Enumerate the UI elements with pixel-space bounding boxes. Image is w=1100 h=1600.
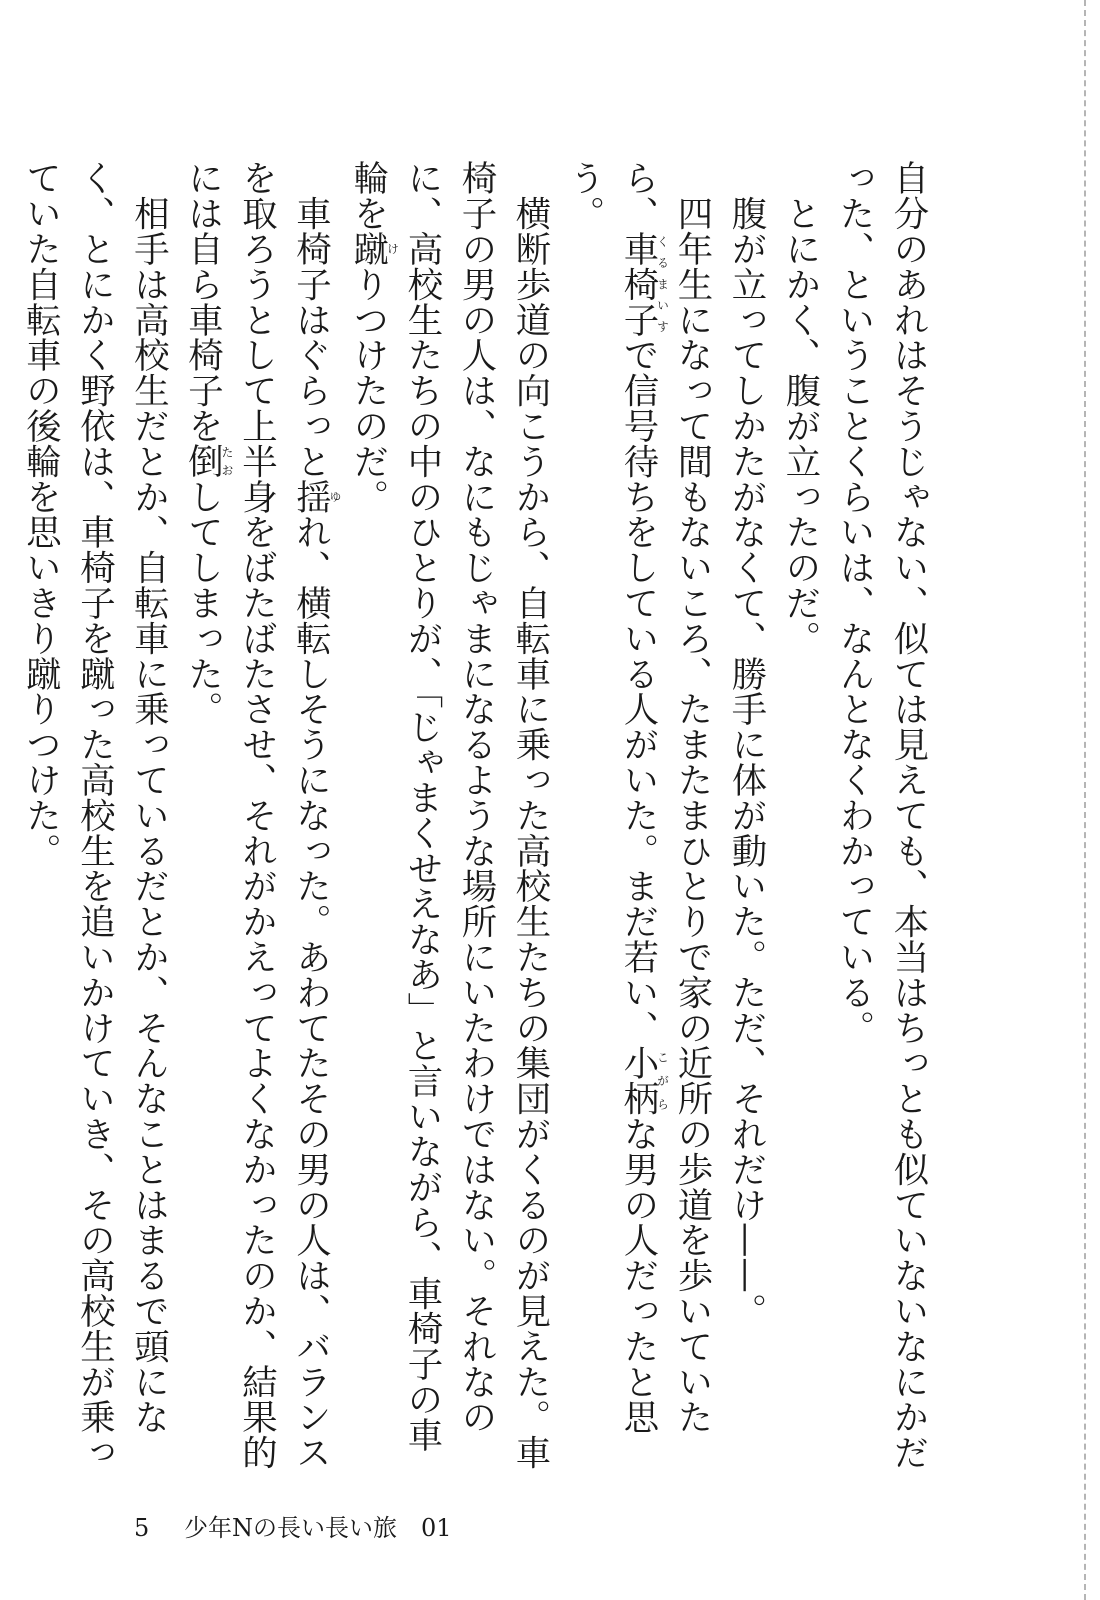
- paragraph-text: 四年生になって間もないころ、たまたまひとりで家の近所の歩道を歩いていたら、: [618, 160, 713, 1435]
- paragraph: [557, 160, 719, 1470]
- furigana: け: [385, 230, 400, 267]
- paragraph: [719, 160, 773, 1470]
- page-footer: [134, 1508, 452, 1543]
- paragraph-text: 自分のあれはそうじゃない、似ては見えても、本当はちっとも似ていないなにかだった、ということくらいは、なんとなくわかっている。: [834, 160, 929, 1470]
- furigana: こがら: [655, 1045, 670, 1116]
- paragraph-text: してしまった。: [182, 478, 224, 727]
- paragraph-text: 車椅子はぐらっと: [290, 195, 332, 479]
- ruby-word: 倒たお: [182, 443, 234, 479]
- paragraph-text: れ、横転しそうになった。あわてたその男の人は、バランスを取ろうとして上半身をばたばたさせ、それがかえってよくなかったのか、結果的には自ら車椅子を: [182, 160, 332, 1470]
- paragraph-text: りつけたのだ。: [348, 266, 389, 515]
- page-trim-line: [1084, 0, 1086, 1600]
- paragraph-text: 腹が立ってしかたがなくて、勝手に体が動いた。ただ、それだけ——。: [726, 195, 767, 1329]
- paragraph: [14, 160, 176, 1470]
- furigana: くるまいす: [655, 230, 670, 337]
- paragraph: [341, 160, 557, 1470]
- body-text: [20, 160, 935, 1470]
- paragraph-text: 横断歩道の向こうから、自転車に乗った高校生たちの集団がくるのが見えた。車椅子の男の人は、なにもじゃまになるような場所にいたわけではない。それなのに、高校生たちの中のひとりが、「じゃまくせえなあ」と言いながら、車椅子の車輪を: [348, 160, 551, 1470]
- ruby-word: 車椅子くるまいす: [618, 230, 670, 338]
- paragraph-text: で信号待ちをしている人がいた。まだ若い、: [618, 337, 659, 1046]
- ruby-word: 蹴け: [348, 230, 400, 267]
- paragraph: [773, 160, 827, 1470]
- furigana: ゆ: [328, 478, 342, 515]
- ruby-word: 揺ゆ: [290, 478, 342, 515]
- furigana: たお: [220, 443, 234, 479]
- ruby-word: 小柄こがら: [618, 1045, 670, 1116]
- paragraph: [827, 160, 935, 1470]
- paragraph-text: な男の人だったと思う。: [564, 160, 659, 1435]
- page-number: 5: [134, 1514, 150, 1542]
- paragraph-text: 相手は高校生だとか、自転車に乗っているだとか、そんなことはまるで頭になく、とにかく野依は、車椅子を蹴った高校生を追いかけていき、その高校生が乗っていた自転車の後輪を思いきり蹴りつけた。: [20, 160, 170, 1470]
- paragraph-text: とにかく、腹が立ったのだ。: [780, 195, 821, 656]
- paragraph: [176, 160, 342, 1470]
- book-title: 少年Nの長い長い旅 01: [184, 1514, 452, 1542]
